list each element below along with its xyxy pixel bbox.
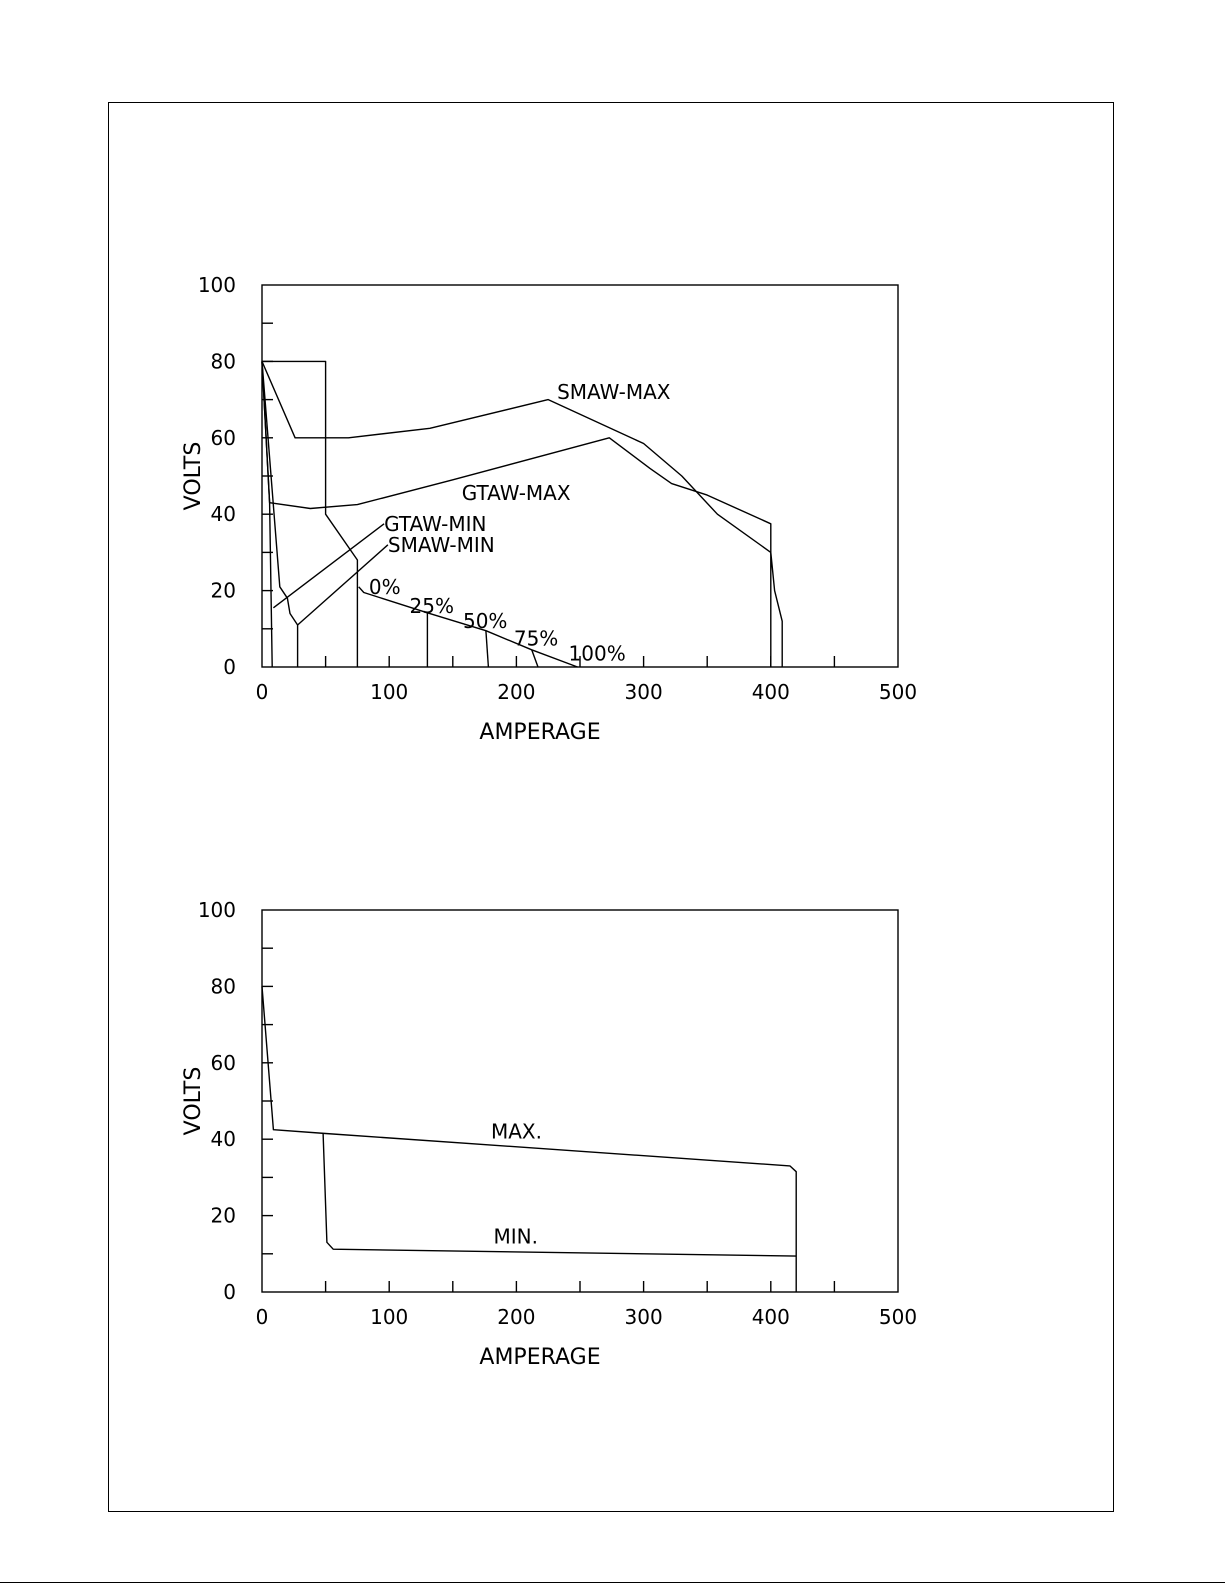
y-tick-label: 100 [197, 898, 236, 922]
y-tick-label: 20 [210, 578, 236, 603]
series-line-min [323, 1134, 796, 1257]
x-tick-label: 500 [878, 1305, 918, 1329]
y-tick-label: 60 [210, 425, 236, 450]
x-tick-label: 100 [370, 1305, 409, 1329]
x-axis-label: AMPERAGE [479, 720, 601, 745]
y-tick-label: 60 [210, 1050, 236, 1075]
x-tick-label: 100 [370, 680, 409, 704]
y-tick-label: 80 [210, 349, 236, 374]
plot-frame [262, 910, 898, 1292]
y-tick-label: 100 [197, 273, 236, 297]
y-tick-label: 40 [210, 502, 236, 527]
y-tick-label: 20 [210, 1203, 236, 1228]
y-tick-label: 80 [210, 974, 236, 999]
x-tick-label: 400 [751, 1305, 790, 1329]
x-tick-label: 400 [751, 680, 790, 704]
annotation-label: GTAW-MIN [384, 511, 487, 536]
annotation-label: MAX. [490, 1119, 542, 1144]
y-axis-label: VOLTS [181, 441, 206, 511]
annotation-label: 25% [409, 593, 455, 618]
annotation-label: 50% [462, 609, 508, 634]
x-tick-label: 200 [497, 680, 536, 704]
x-axis-label: AMPERAGE [479, 1345, 601, 1370]
annotation-label: 100% [568, 641, 626, 666]
x-tick-label: 500 [878, 680, 918, 704]
x-tick-label: 300 [624, 680, 663, 704]
x-tick-label: 0 [255, 1305, 269, 1329]
annotation-label: 75% [513, 626, 559, 651]
y-tick-label: 0 [223, 655, 236, 679]
annotation-label: MIN. [493, 1224, 538, 1249]
y-tick-label: 0 [223, 1280, 236, 1304]
annotation-label: 0% [368, 574, 401, 599]
annotation-label: GTAW-MAX [461, 481, 571, 506]
y-tick-label: 40 [210, 1127, 236, 1152]
x-tick-label: 200 [497, 1305, 536, 1329]
y-axis-label: VOLTS [181, 1066, 206, 1136]
annotation-label: SMAW-MAX [557, 379, 671, 404]
x-tick-label: 0 [255, 680, 269, 704]
annotation-label: SMAW-MIN [387, 532, 495, 557]
x-tick-label: 300 [624, 1305, 663, 1329]
